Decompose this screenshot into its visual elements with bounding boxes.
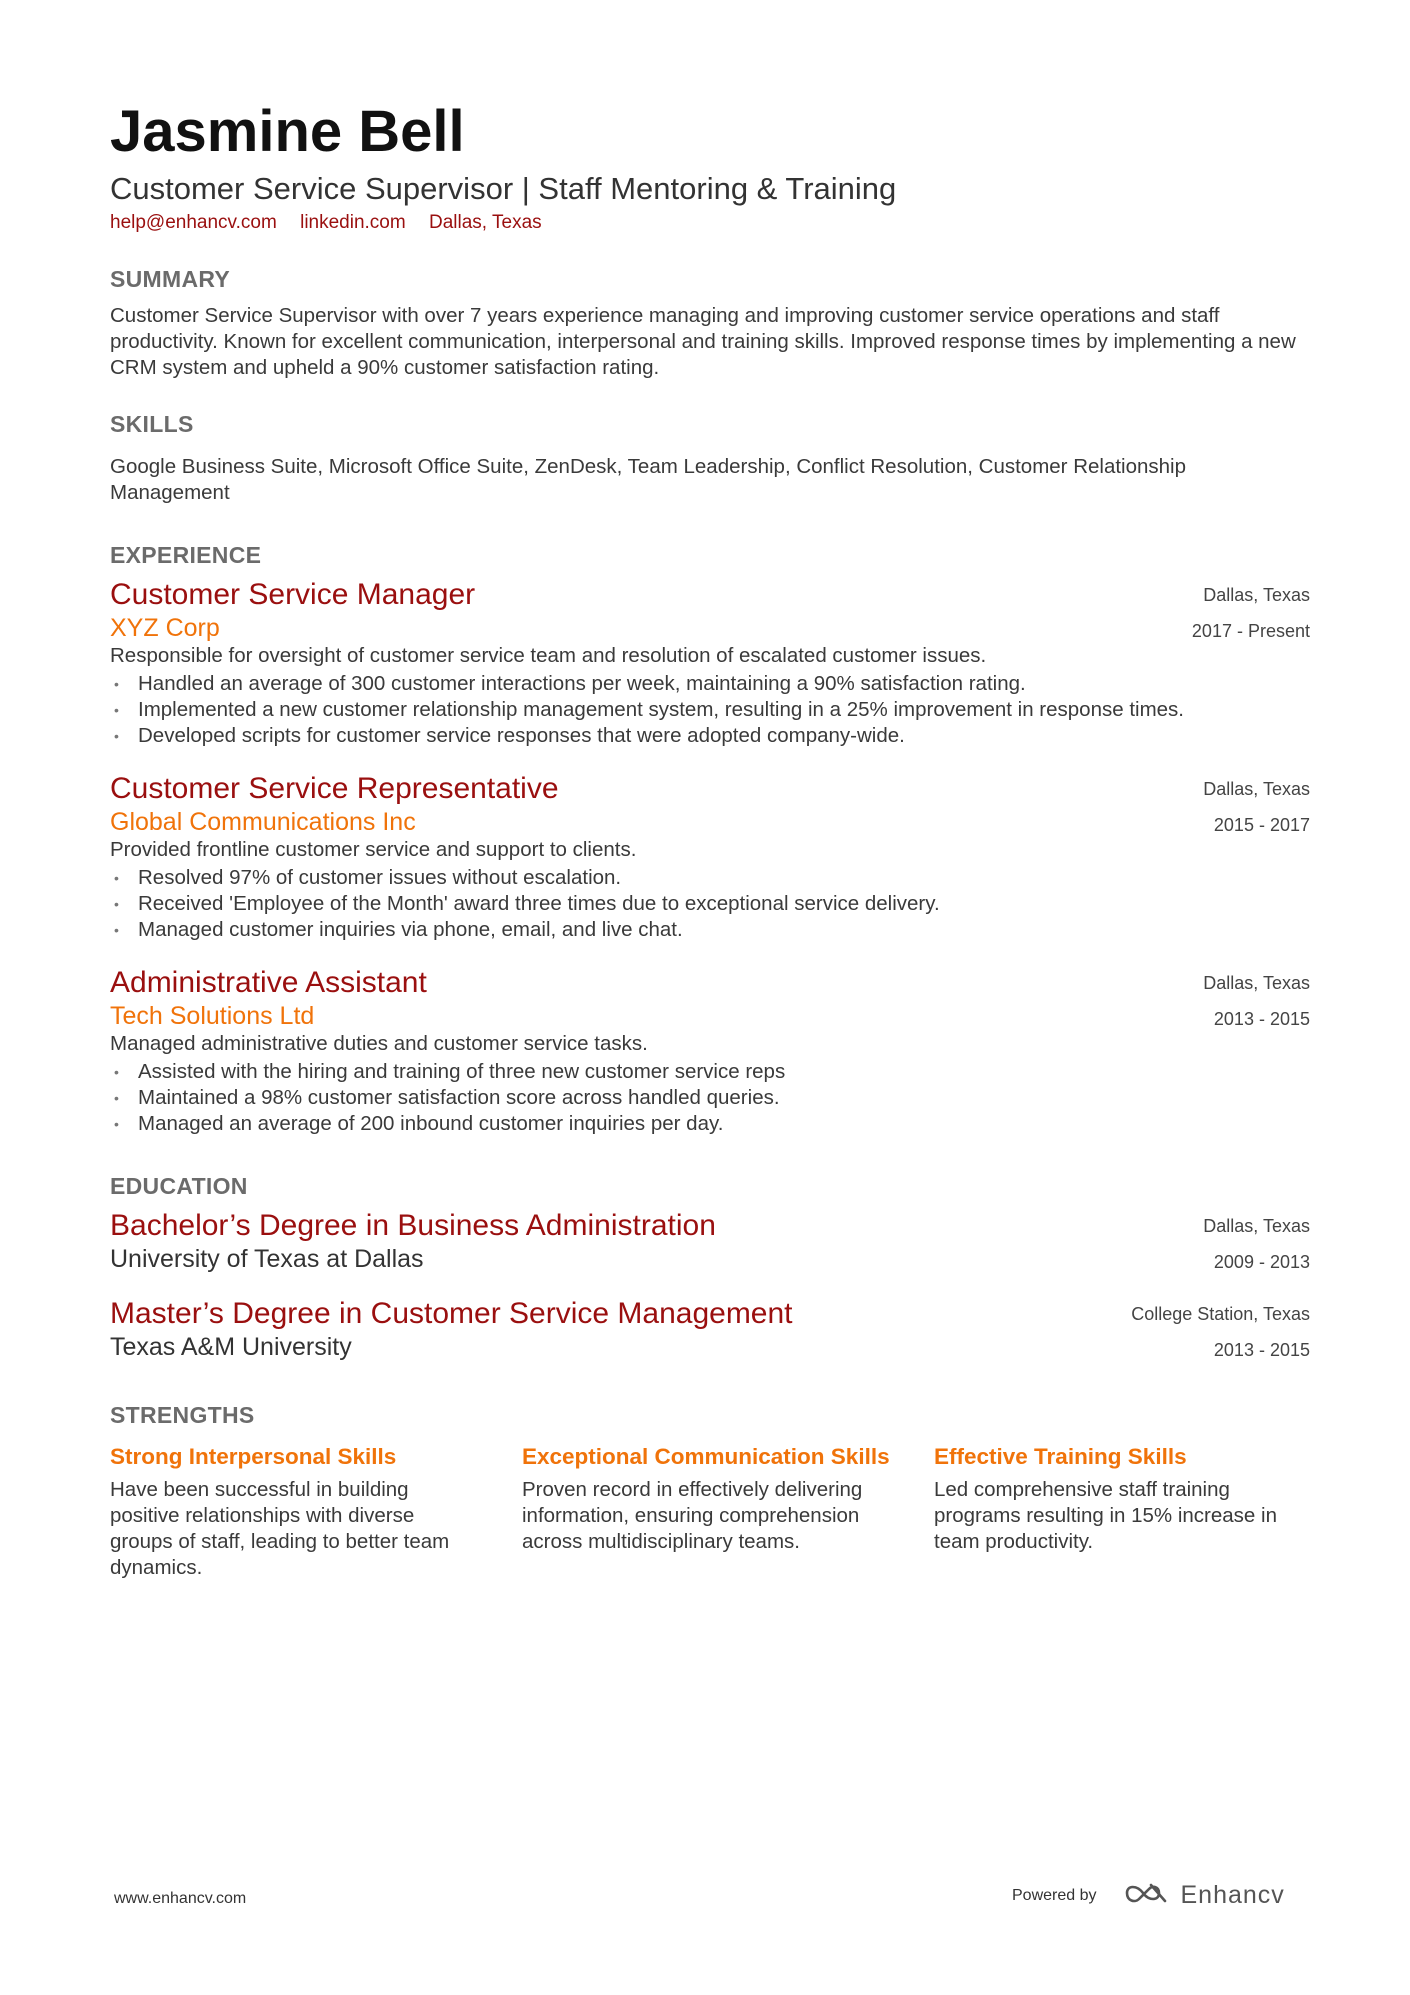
job-meta <box>1203 965 1310 1037</box>
list-item: • Resolved 97% of customer issues without escalation. <box>110 865 1310 891</box>
education-dates: 2009 - 2013 <box>1213 1252 1310 1272</box>
contact-row <box>110 212 1310 234</box>
school-name: University of Texas at Dallas <box>110 1245 424 1273</box>
job-dates: 2015 - 2017 <box>1213 815 1310 835</box>
job-description: Managed administrative duties and customer service tasks. <box>110 1032 648 1055</box>
strength-text: Led comprehensive staff training programs resulting in 15% increase in team productivity. <box>934 1478 1277 1553</box>
strength-title: Strong Interpersonal Skills <box>110 1444 397 1469</box>
education-section <box>110 1173 1310 1362</box>
education-location: College Station, Texas <box>1131 1304 1310 1324</box>
experience-entry <box>110 771 1310 943</box>
job-title: Customer Service Representative <box>110 772 559 805</box>
resume-page <box>110 100 1310 1581</box>
job-meta <box>1192 577 1310 649</box>
education-location: Dallas, Texas <box>1203 1216 1310 1236</box>
company-name: XYZ Corp <box>110 614 220 642</box>
education-dates: 2013 - 2015 <box>1213 1340 1310 1360</box>
section-title-experience: EXPERIENCE <box>110 542 262 568</box>
list-item: • Developed scripts for customer service responses that were adopted company-wide. <box>110 723 1310 749</box>
skills-section <box>110 411 1310 506</box>
powered-by-label: Powered by <box>1012 1886 1097 1904</box>
job-title: Customer Service Manager <box>110 578 476 611</box>
list-item: • Maintained a 98% customer satisfaction score across handled queries. <box>110 1085 1310 1111</box>
list-item: • Received 'Employee of the Month' award three times due to exceptional service delivery. <box>110 891 1310 917</box>
candidate-name: Jasmine Bell <box>110 99 465 164</box>
list-item: • Managed customer inquiries via phone, email, and live chat. <box>110 917 1310 943</box>
job-location: Dallas, Texas <box>1203 973 1310 993</box>
job-bullets <box>110 671 1310 749</box>
job-title: Administrative Assistant <box>110 966 427 999</box>
education-meta <box>1131 1296 1310 1368</box>
strength-title: Exceptional Communication Skills <box>522 1444 890 1469</box>
job-meta <box>1203 771 1310 843</box>
summary-text: Customer Service Supervisor with over 7 years experience managing and improving customer service operations and staff productivity. Known for excellent communication, interpersonal and training skills. Improved response times by implementing a new CRM system and upheld a 90% customer satisfaction rating. <box>110 304 1296 379</box>
list-item: • Implemented a new customer relationship management system, resulting in a 25% improvement in response times. <box>110 697 1310 723</box>
section-title-education: EDUCATION <box>110 1173 248 1199</box>
job-location: Dallas, Texas <box>1203 779 1310 799</box>
experience-section <box>110 542 1310 1137</box>
brand-name: Enhancv <box>1180 1881 1285 1909</box>
footer-website[interactable]: www.enhancv.com <box>114 1890 247 1907</box>
experience-entry <box>110 965 1310 1137</box>
strength-item <box>110 1443 480 1581</box>
headline: Customer Service Supervisor | Staff Mentoring & Training <box>110 171 897 206</box>
education-meta <box>1203 1208 1310 1280</box>
section-title-summary: SUMMARY <box>110 266 231 292</box>
footer-branding <box>1012 1880 1285 1911</box>
job-dates: 2013 - 2015 <box>1213 1009 1310 1029</box>
experience-entry <box>110 577 1310 749</box>
school-name: Texas A&M University <box>110 1333 352 1361</box>
education-entry <box>110 1208 1310 1274</box>
contact-location: Dallas, Texas <box>428 212 542 233</box>
skills-text: Google Business Suite, Microsoft Office Suite, ZenDesk, Team Leadership, Conflict Resolution, Customer Relationship Management <box>110 455 1187 504</box>
degree-title: Bachelor’s Degree in Business Administration <box>110 1209 716 1242</box>
company-name: Global Communications Inc <box>110 808 416 836</box>
section-title-skills: SKILLS <box>110 411 194 437</box>
job-description: Provided frontline customer service and support to clients. <box>110 838 637 861</box>
degree-title: Master’s Degree in Customer Service Management <box>110 1297 793 1330</box>
list-item: • Handled an average of 300 customer interactions per week, maintaining a 90% satisfaction rating. <box>110 671 1310 697</box>
strengths-section <box>110 1402 1310 1581</box>
strength-title: Effective Training Skills <box>934 1444 1187 1469</box>
contact-linkedin[interactable]: linkedin.com <box>300 212 406 233</box>
job-bullets <box>110 1059 1310 1137</box>
strength-text: Have been successful in building positive relationships with diverse groups of staff, leading to better team dynamics. <box>110 1478 450 1579</box>
education-entry <box>110 1296 1310 1362</box>
job-location: Dallas, Texas <box>1203 585 1310 605</box>
strength-item <box>522 1443 892 1581</box>
contact-email[interactable]: help@enhancv.com <box>110 212 277 233</box>
company-name: Tech Solutions Ltd <box>110 1002 315 1030</box>
strengths-grid <box>110 1443 1310 1581</box>
job-description: Responsible for oversight of customer service team and resolution of escalated customer issues. <box>110 644 987 667</box>
job-dates: 2017 - Present <box>1191 621 1310 641</box>
list-item: • Assisted with the hiring and training of three new customer service reps <box>110 1059 1310 1085</box>
strength-text: Proven record in effectively delivering information, ensuring comprehension across multidisciplinary teams. <box>522 1478 863 1553</box>
summary-section <box>110 266 1310 381</box>
strength-item <box>934 1443 1304 1581</box>
job-bullets <box>110 865 1310 943</box>
list-item: • Managed an average of 200 inbound customer inquiries per day. <box>110 1111 1310 1137</box>
enhancv-logo-icon <box>1123 1880 1169 1911</box>
section-title-strengths: STRENGTHS <box>110 1402 255 1428</box>
